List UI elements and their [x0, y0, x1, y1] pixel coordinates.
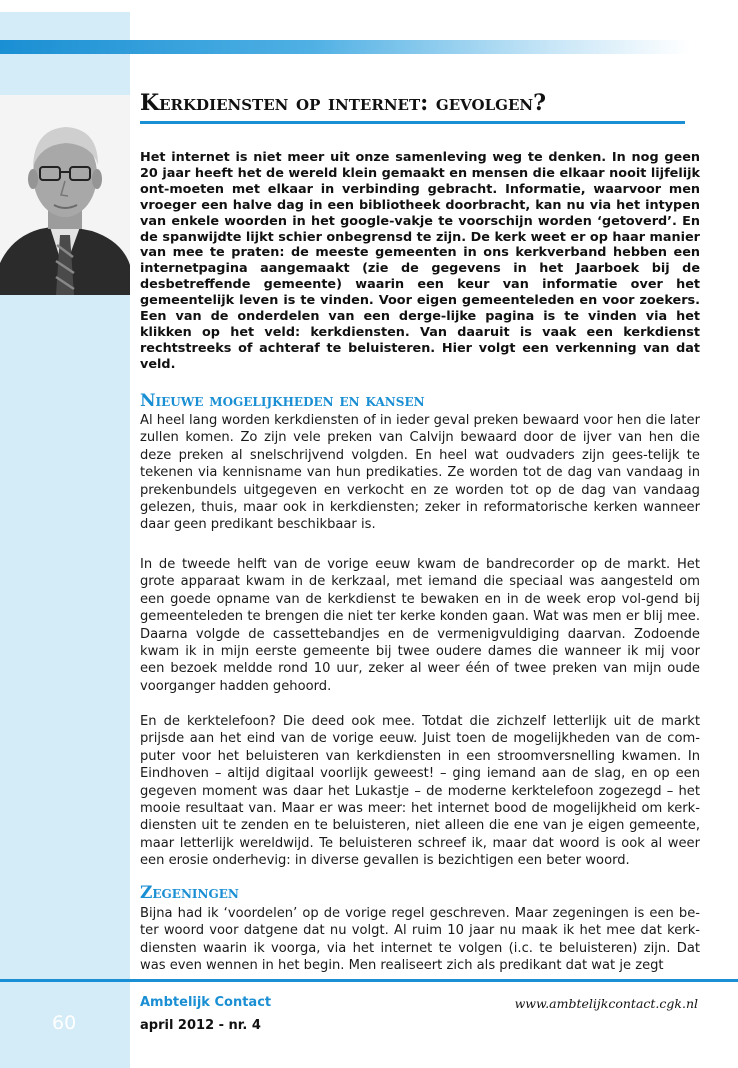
- paragraph: En de kerktelefoon? Die deed ook mee. Totdat die zichzelf letterlijk uit de markt prijsde aan het eind van de vorige eeuw. Juist toen de mogelijkheden van de com-puter voor het beluisteren van kerkdiensten in een stroomversnelling kwamen. In Eindhoven – altijd digitaal voorlijk geweest! – ging iemand aan de slag, en op een gegeven moment was daar het Lukastje – de moderne kerktelefoon zogezegd – het mooie resultaat van. Maar er was meer: het internet bood de mogelijkheid om kerk-diensten uit te zenden en te beluisteren, niet alleen die ene van je eigen gemeente, maar letterlijk wereldwijd. Te beluisteren schreef ik, maar dat woord is ook al weer een erosie onderhevig: in diverse gevallen is bezichtigen een beter woord.: [140, 714, 700, 869]
- author-photo: [0, 95, 130, 295]
- footer-magazine-title: Ambtelijk Contact: [140, 995, 272, 1010]
- footer-rule: [0, 979, 738, 982]
- page-number: 60: [52, 1012, 77, 1034]
- paragraph: Al heel lang worden kerkdiensten of in ieder geval preken bewaard voor hen die later zullen komen. Zo zijn vele preken van Calvijn bewaard door de ijver van hen die deze preken al snelschrijvend volgden. En heel wat oudvaders zijn gees-telijk te tekenen via kennisname van hun predikaties. Ze worden tot de dag van vandaag in prekenbundels uitgegeven en verkocht en ze worden tot op de dag van vandaag gelezen, thuis, maar ook in kerkdiensten; zeker in reformatorische kerken wanneer daar geen predikant beschikbaar is.: [140, 413, 700, 533]
- section-heading-nieuwe-mogelijkheden: Nieuwe mogelijkheden en kansen: [140, 391, 425, 411]
- paragraph: In de tweede helft van de vorige eeuw kwam de bandrecorder op de markt. Het grote apparaat kwam in de kerkzaal, met iemand die speciaal was aangesteld om een goede opname van de kerkdienst te bewaken en in de week erop vol-gend bij gemeenteleden te brengen die niet ter kerke konden gaan. Wat was men er blij mee. Daarna volgde de cassettebandjes en de vermenigvuldiging daarvan. Zodoende kwam ik in mijn eerste gemeente bij twee oudere dames die wanneer ik mij voor een bezoek meldde rond 10 uur, zeker al weer één of twee preken van mijn oude voorganger hadden gehoord.: [140, 557, 700, 694]
- footer-issue: april 2012 - nr. 4: [140, 1018, 261, 1033]
- article-intro: Het internet is niet meer uit onze samenleving weg te denken. In nog geen 20 jaar heeft het de wereld klein gemaakt en mensen die elkaar nooit lijfelijk ont-moeten met elkaar in verbinding gebracht. Informatie, waarvoor men vroeger een halve dag in een bibliotheek doorbracht, kan nu via het intypen van enkele woorden in het google-vakje te voorschijn worden ‘getoverd’. En de spanwijdte lijkt schier onbegrensd te zijn. De kerk weet er op haar manier van mee te praten: de meeste gemeenten in ons kerkverband hebben een internetpagina aangemaakt (zie de gegevens in het Jaarboek bij de desbetreffende gemeente) waarin een keur van informatie over het gemeentelijk leven is te vinden. Voor eigen gemeenteleden en voor zoekers. Een van de onderdelen van een derge-lijke pagina is te vinden via het klikken op het veld: kerkdiensten. Van daaruit is vaak een kerkdienst rechtstreeks of achteraf te beluisteren. Hier volgt een verkenning van dat veld.: [140, 150, 700, 372]
- footer-url-link[interactable]: www.ambtelijkcontact.cgk.nl: [514, 996, 698, 1011]
- title-underline: [140, 121, 685, 124]
- author-portrait-icon: [0, 95, 130, 295]
- top-gradient-bar: [0, 40, 690, 54]
- section-heading-zegeningen: Zegeningen: [140, 883, 239, 903]
- paragraph: Bijna had ik ‘voordelen’ op de vorige regel geschreven. Maar zegeningen is een be-ter woord voor datgene dat nu volgt. Al ruim 10 jaar nu maak ik het mee dat kerk-diensten waarin ik voorga, via het internet te volgen (i.c. te beluisteren) zijn. Dat was even wennen in het begin. Men realiseert zich als predikant dat wat je zegt: [140, 906, 700, 974]
- article-title: Kerkdiensten op internet: gevolgen?: [140, 90, 546, 116]
